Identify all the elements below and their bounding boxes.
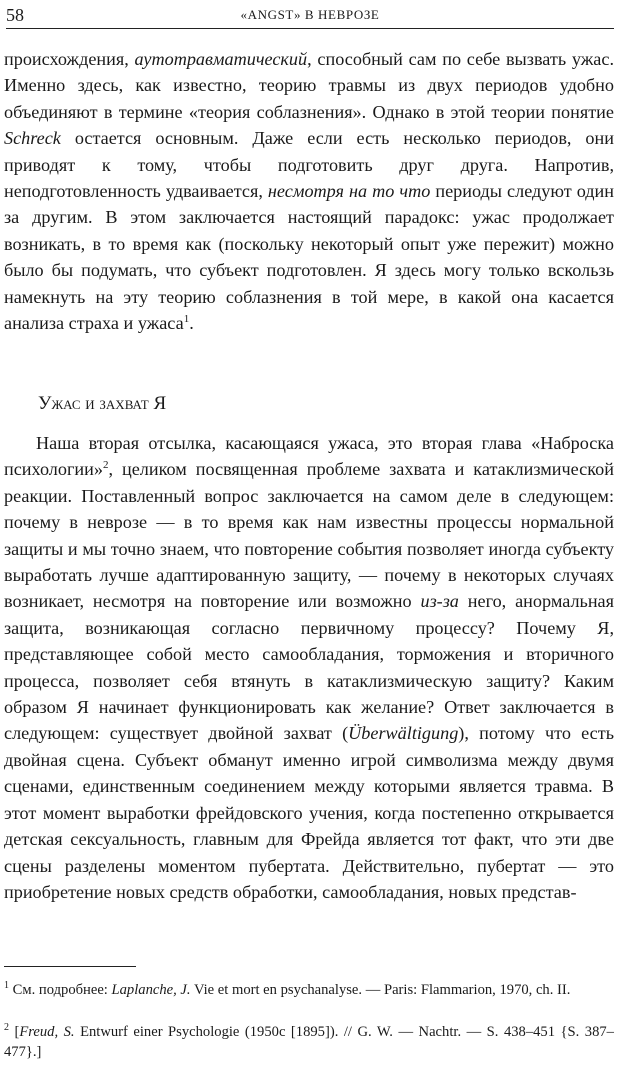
footnote-reference-2[interactable]: 2 [102, 459, 109, 472]
footnote-reference-1[interactable]: 1 [183, 313, 190, 325]
page-number: 58 [6, 5, 24, 25]
footnote-2-text: [ [9, 1024, 20, 1040]
paragraph-1-italic-schreck: Schreck [4, 128, 61, 149]
footnote-separator [4, 966, 136, 967]
paragraph-2-text: , целиком посвященная проблеме захвата и катаклизмической реакции. Поставленный вопрос заключается на самом деле в следующем: почему в неврозе — в то время как нам известны процессы нормальной защиты и мы точно знаем, что повторение события позволяет иногда субъекту выработать лучше адаптированную защиту, — почему в некоторых случаях возникает, несмотря на повторение или возможно [4, 459, 614, 612]
paragraph-1-text: периоды следуют один за другим. В этом заключается настоящий парадокс: ужас продолжает возникать, в то время как (поскольку некоторый опыт уже пережит) можно было бы подумать, что субъект подготовлен. Я здесь могу только вскользь намекнуть на эту теорию соблазнения в той мере, в какой она касается анализа страха и ужаса [4, 181, 614, 334]
paragraph-2-text: Наша вторая отсылка, касающаяся ужаса, это вторая глава «Наброска психологии» [4, 433, 614, 480]
paragraph-1-text: . [189, 313, 194, 334]
footnote-1-mark: 1 [4, 980, 9, 992]
footnote-2 [4, 1022, 614, 1062]
paragraph-2-text: него, анормальная защита, возникающая согласно первичному процессу? Почему Я, представляющее собой место самообладания, торможения и вторичного процесса, позволяет себя втянуть в катаклизмическую защиту? Каким образом Я начинает функционировать как желание? Ответ заключается в следующем: существует двойной захват ( [4, 591, 614, 744]
section-heading: Ужас и захват Я [38, 393, 167, 414]
paragraph-2-text: ), потому что есть двойная сцена. Субъект обманут именно игрой символизма между двумя сценами, единственным соединением между которыми является травма. В этот момент выработки фрейдовского учения, когда постепенно открывается детская сексуальность, главным для Фрейда является тот факт, что эти две сцены разделены моментом пубертата. Действительно, пубертат — это приобретение новых средств обработки, самообладания, новых представ- [4, 723, 614, 902]
paragraph-2-italic-phrase: из-за [420, 591, 459, 612]
paragraph-2-italic-term: Überwältigung [348, 723, 459, 744]
paragraph-1-text: остается основным. Даже если есть несколько периодов, они приводят к тому, чтобы подготовить друг друга. Напротив, неподготовленность удваивается, [4, 128, 614, 202]
paragraph-2 [4, 430, 614, 905]
footnote-1 [4, 980, 614, 1000]
paragraph-1-text: происхождения, [4, 49, 135, 69]
footnote-1-author: Laplanche, J. [111, 982, 191, 998]
paragraph-1-text: , способный сам по себе вызвать ужас. Именно здесь, как известно, теорию травмы из двух периодов удобно объединяют в термине «теория соблазнения». Однако в этой теории понятие [4, 49, 614, 122]
footnote-2-mark: 2 [4, 1022, 9, 1034]
running-head [6, 4, 614, 29]
paragraph-1 [4, 46, 614, 336]
footnote-2-text: Entwurf einer Psychologie (1950c [1895]). // G. W. — Nachtr. — S. 438–451 {S. 387–477}.] [4, 1024, 614, 1060]
paragraph-1-italic-phrase: несмотря на то что [267, 181, 431, 202]
paragraph-1-italic-term: аутотравматический [134, 49, 308, 69]
footnote-1-text: См. подробнее: [9, 982, 112, 998]
footnote-1-text: Vie et mort en psychanalyse. — Paris: Flammarion, 1970, ch. II. [190, 982, 571, 998]
running-title: «ANGST» В НЕВРОЗЕ [240, 7, 380, 22]
footnote-2-author: Freud, S. [19, 1024, 75, 1040]
